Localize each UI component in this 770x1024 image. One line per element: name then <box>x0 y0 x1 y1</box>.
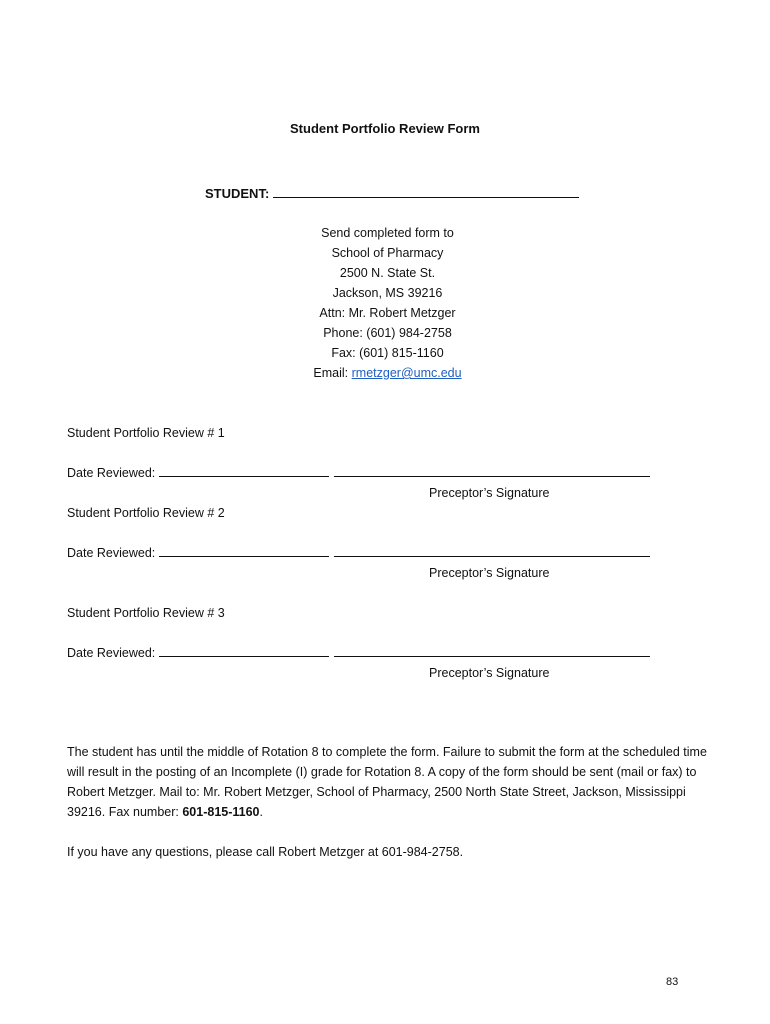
date-label: Date Reviewed: <box>67 466 156 480</box>
signature-blank[interactable] <box>334 646 650 657</box>
date-label: Date Reviewed: <box>67 646 156 660</box>
date-blank[interactable] <box>159 646 329 657</box>
address-email-row <box>0 366 770 380</box>
address-fax: Fax: (601) 815-1160 <box>331 346 444 360</box>
page-number: 83 <box>666 976 679 988</box>
address-line1: School of Pharmacy <box>331 246 444 260</box>
fax-number-bold: 601-815-1160 <box>182 805 260 819</box>
date-blank[interactable] <box>159 546 329 557</box>
review-1-signature-label: Preceptor’s Signature <box>429 486 550 500</box>
email-link[interactable]: rmetzger@umc.edu <box>351 366 462 380</box>
instructions-paragraph <box>67 742 717 822</box>
review-3-signature-label: Preceptor’s Signature <box>429 666 550 680</box>
instructions-end: . <box>259 805 263 819</box>
review-2-date-row <box>67 546 650 560</box>
address-intro: Send completed form to <box>321 226 454 240</box>
page-title: Student Portfolio Review Form <box>290 121 480 136</box>
student-name-blank[interactable] <box>273 187 579 198</box>
signature-blank[interactable] <box>334 466 650 477</box>
address-phone: Phone: (601) 984-2758 <box>323 326 452 340</box>
review-1-heading: Student Portfolio Review # 1 <box>67 426 225 440</box>
review-2-signature-label: Preceptor’s Signature <box>429 566 550 580</box>
review-3-heading: Student Portfolio Review # 3 <box>67 606 225 620</box>
date-label: Date Reviewed: <box>67 546 156 560</box>
address-line2: 2500 N. State St. <box>339 266 436 280</box>
email-label: Email: <box>313 366 349 380</box>
signature-blank[interactable] <box>334 546 650 557</box>
student-label: STUDENT: <box>205 186 270 201</box>
review-3-date-row <box>67 646 650 660</box>
review-1-date-row <box>67 466 650 480</box>
address-attn: Attn: Mr. Robert Metzger <box>319 306 456 320</box>
instructions-text: The student has until the middle of Rotation 8 to complete the form. Failure to submit the form at the scheduled time will result in the posting of an Incomplete (I) grade for Rotation 8. A copy of the form should be sent (mail or fax) to Robert Metzger. Mail to: Mr. Robert Metzger, School of Pharmacy, 2500 North State Street, Jackson, Mississippi 39216. Fax number: <box>67 745 707 819</box>
review-2-heading: Student Portfolio Review # 2 <box>67 506 225 520</box>
questions-paragraph: If you have any questions, please call Robert Metzger at 601-984-2758. <box>67 845 464 859</box>
student-field <box>205 186 579 201</box>
address-line3: Jackson, MS 39216 <box>332 286 443 300</box>
date-blank[interactable] <box>159 466 329 477</box>
